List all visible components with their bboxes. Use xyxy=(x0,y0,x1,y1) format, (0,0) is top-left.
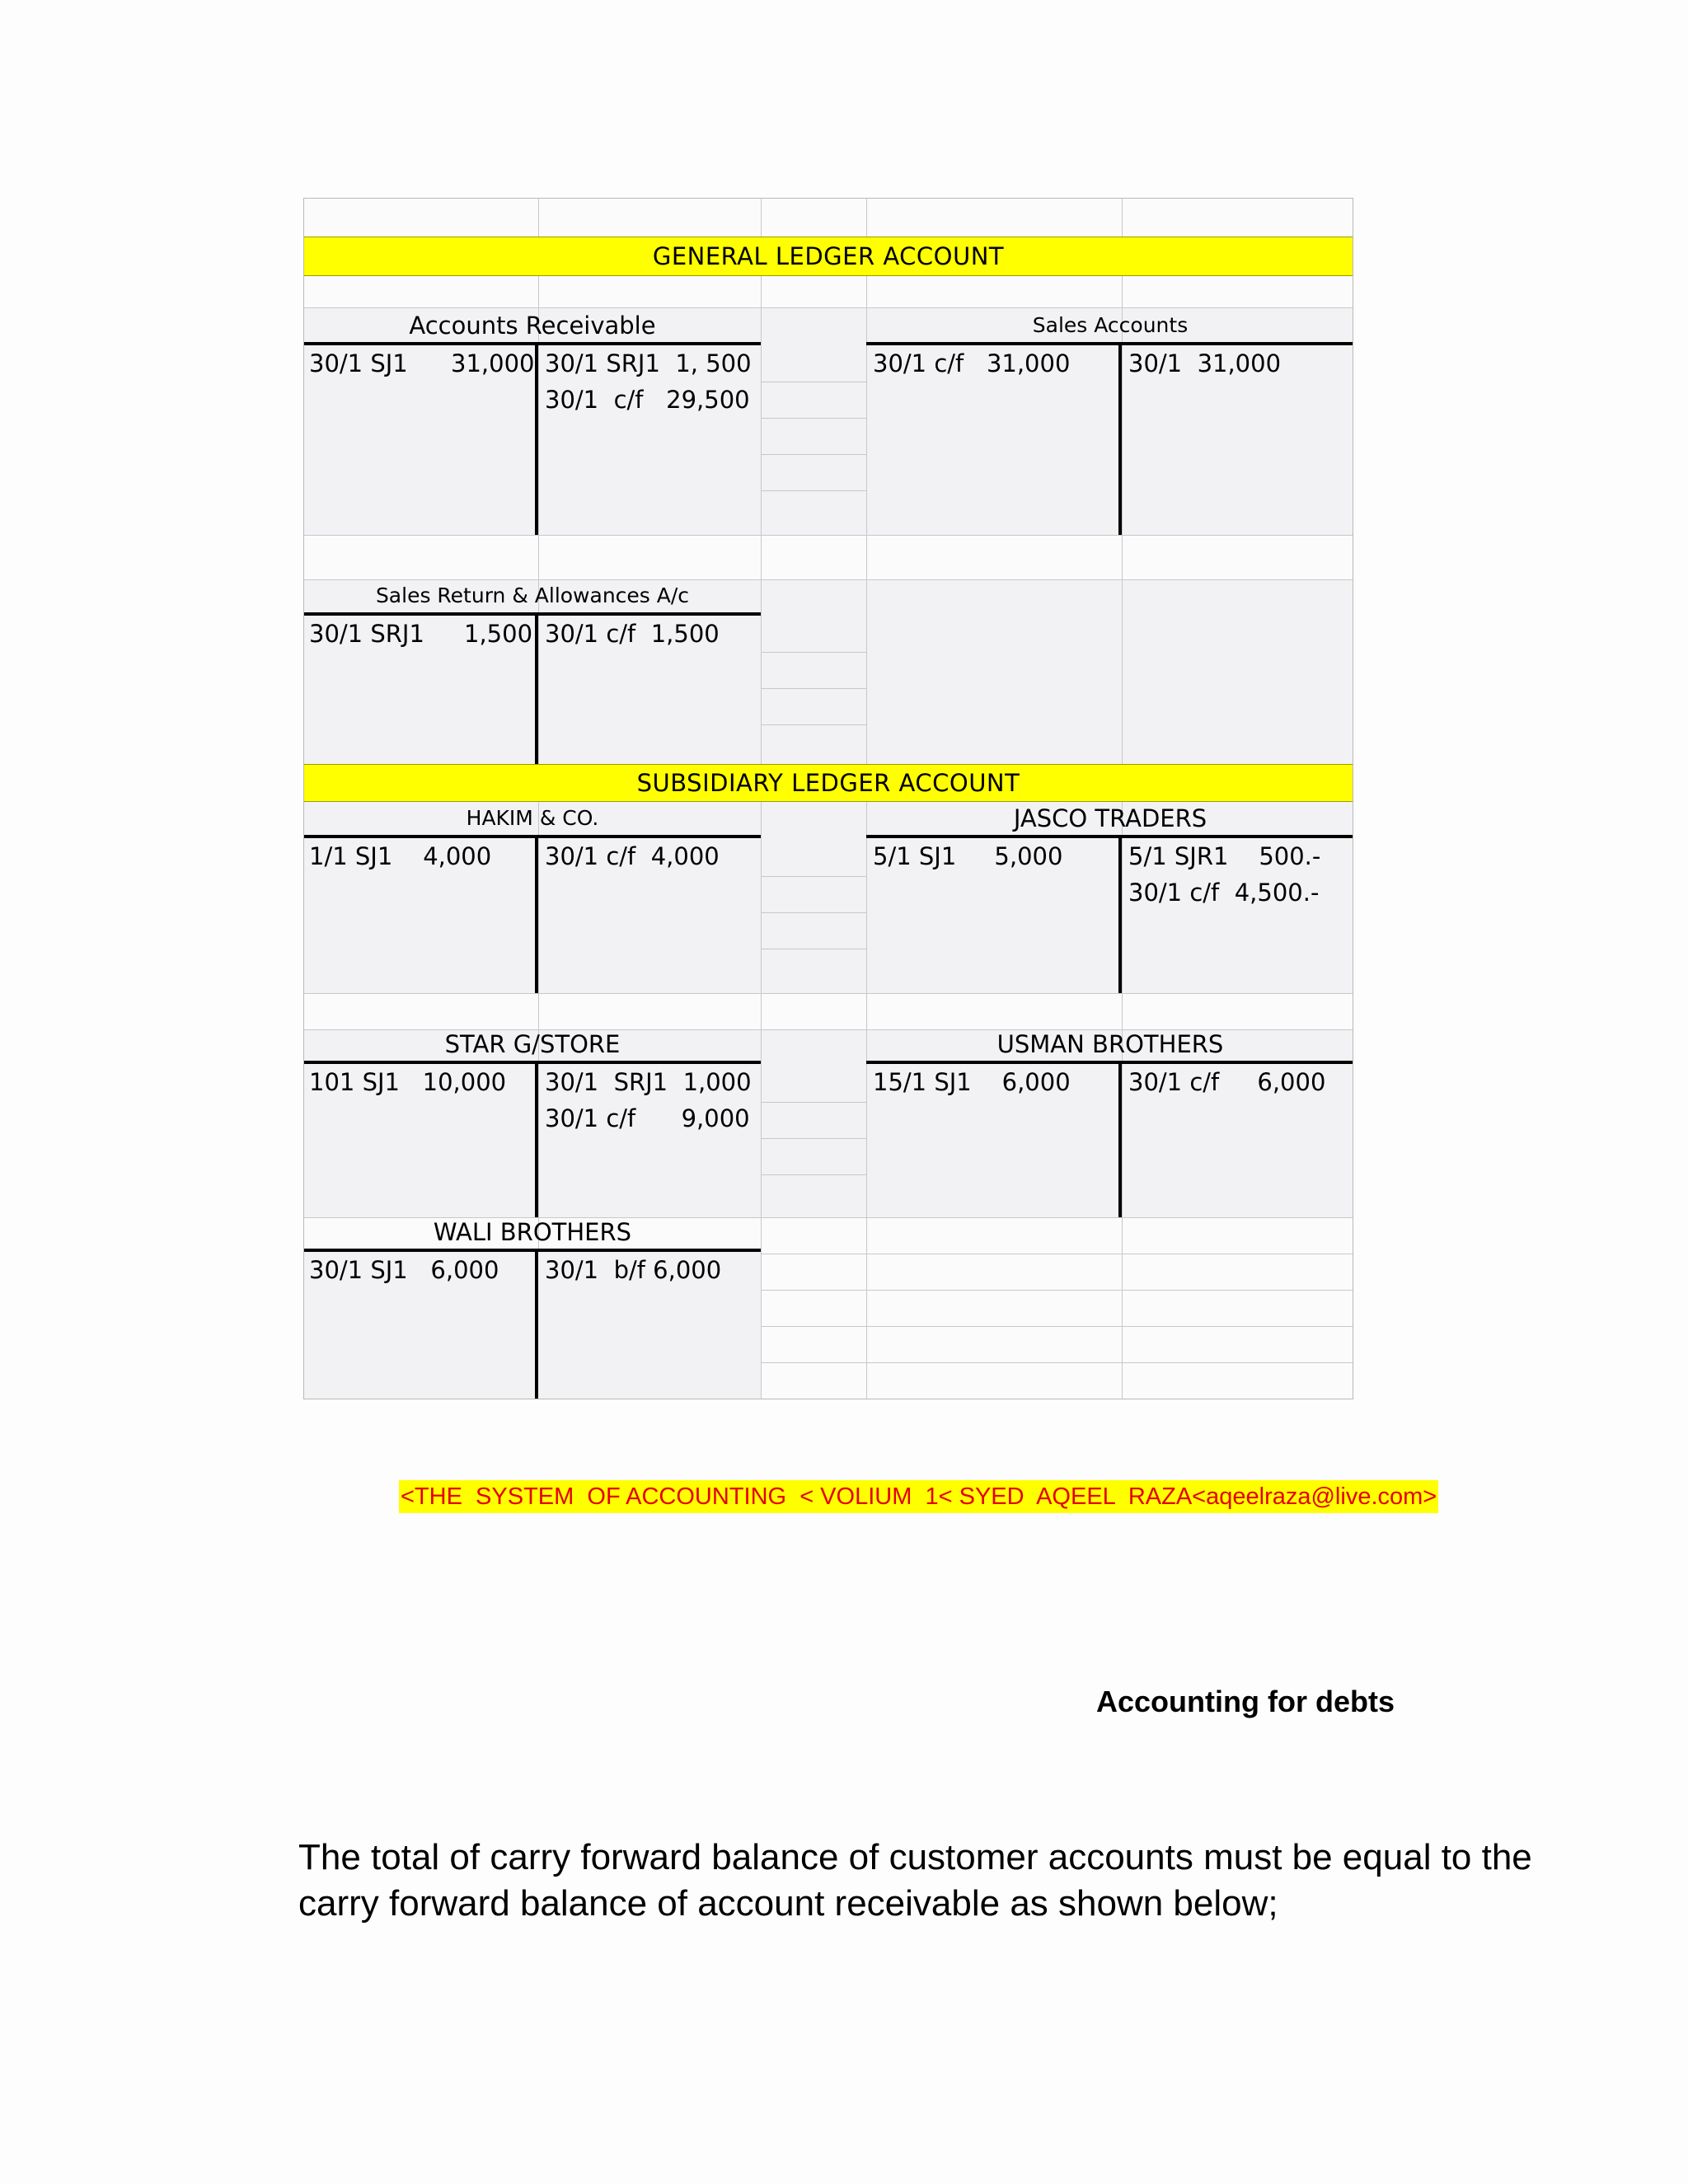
sales-debit-1: 30/1 c/f 31,000 xyxy=(873,349,1071,377)
wali-debit-1: 30/1 SJ1 6,000 xyxy=(309,1256,499,1284)
account-title-sales-return: Sales Return & Allowances A/c xyxy=(375,583,690,607)
t-account-rule xyxy=(304,835,761,838)
t-account-rule xyxy=(866,835,1353,838)
account-title-wali: WALI BROTHERS xyxy=(433,1218,632,1246)
account-title-receivable: Accounts Receivable xyxy=(409,312,656,340)
t-account-divider xyxy=(535,1061,538,1217)
t-account-divider xyxy=(535,342,538,535)
t-account-divider xyxy=(535,612,538,764)
t-account-rule xyxy=(304,342,761,345)
t-account-rule xyxy=(866,1061,1353,1064)
t-account-divider xyxy=(535,1249,538,1399)
sales-credit-1: 30/1 31,000 xyxy=(1128,349,1282,377)
t-account-rule xyxy=(304,612,761,616)
jasco-debit-1: 5/1 SJ1 5,000 xyxy=(873,842,1063,870)
usman-credit-1: 30/1 c/f 6,000 xyxy=(1128,1068,1326,1096)
usman-debit-1: 15/1 SJ1 6,000 xyxy=(873,1068,1071,1096)
t-account-divider xyxy=(535,835,538,993)
sales-return-credit-1: 30/1 c/f 1,500 xyxy=(545,620,720,648)
general-ledger-banner: GENERAL LEDGER ACCOUNT xyxy=(304,237,1353,276)
subsidiary-ledger-banner: SUBSIDIARY LEDGER ACCOUNT xyxy=(304,764,1353,802)
jasco-credit-1: 5/1 SJR1 500.- xyxy=(1128,842,1321,870)
t-account-divider xyxy=(1118,1061,1122,1217)
t-account-divider xyxy=(1118,835,1122,993)
account-title-star: STAR G/STORE xyxy=(444,1030,621,1058)
account-title-jasco: JASCO TRADERS xyxy=(1013,804,1207,832)
t-account-divider xyxy=(1118,342,1122,535)
star-credit-1: 30/1 SRJ1 1,000 xyxy=(545,1068,752,1096)
hakim-credit-1: 30/1 c/f 4,000 xyxy=(545,842,720,870)
receivable-debit-1: 30/1 SJ1 xyxy=(309,349,408,377)
sales-return-debit-1: 30/1 SRJ1 xyxy=(309,620,424,648)
account-title-usman: USMAN BROTHERS xyxy=(996,1030,1224,1058)
sales-return-debit-1-amount: 1,500 xyxy=(464,620,533,648)
t-account-rule xyxy=(304,1061,761,1064)
receivable-credit-2: 30/1 c/f 29,500 xyxy=(545,386,750,414)
wali-credit-1: 30/1 b/f 6,000 xyxy=(545,1256,722,1284)
jasco-credit-2: 30/1 c/f 4,500.- xyxy=(1128,879,1320,907)
receivable-debit-1-amount: 31,000 xyxy=(451,349,535,377)
t-account-rule xyxy=(866,342,1353,345)
star-debit-1: 101 SJ1 10,000 xyxy=(309,1068,507,1096)
section-heading: Accounting for debts xyxy=(1096,1685,1395,1718)
star-credit-2: 30/1 c/f 9,000 xyxy=(545,1104,750,1132)
footer-credit-line: <THE SYSTEM OF ACCOUNTING < VOLIUM 1< SYED AQEEL RAZA<aqeelraza@live.com> xyxy=(399,1480,1438,1513)
ledger-sheet xyxy=(303,198,1353,1399)
receivable-credit-1: 30/1 SRJ1 1, 500 xyxy=(545,349,752,377)
body-paragraph: The total of carry forward balance of customer accounts must be equal to the carry forward balance of account receivable as shown below; xyxy=(298,1837,1532,1924)
hakim-debit-1: 1/1 SJ1 4,000 xyxy=(309,842,492,870)
account-title-sales: Sales Accounts xyxy=(1032,313,1189,337)
account-title-hakim: HAKIM & CO. xyxy=(466,806,599,830)
